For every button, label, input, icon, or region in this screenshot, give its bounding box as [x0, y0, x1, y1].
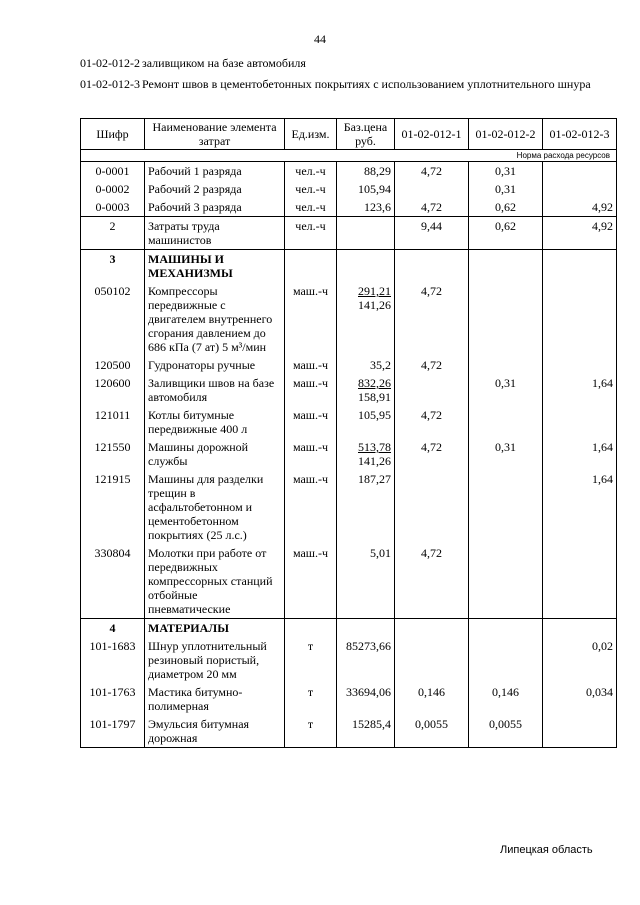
cell-value-2: [469, 250, 543, 283]
column-header: Шифр: [81, 119, 145, 150]
cell-value-3: [543, 250, 617, 283]
cell-value-3: 1,64: [543, 438, 617, 470]
cell-value-2: [469, 282, 543, 356]
cell-value-2: [469, 406, 543, 438]
column-header: 01-02-012-1: [395, 119, 469, 150]
price-main: 187,27: [358, 472, 391, 486]
price-main: 291,21: [358, 284, 391, 298]
cell-value-3: 0,034: [543, 683, 617, 715]
cell-price: [337, 217, 395, 250]
cell-name: МАТЕРИАЛЫ: [145, 619, 285, 638]
cell-value-3: 0,02: [543, 637, 617, 683]
header-code-1: 01-02-012-2: [80, 56, 140, 70]
cell-value-2: 0,62: [469, 217, 543, 250]
cell-code: 2: [81, 217, 145, 250]
cell-price: [337, 282, 395, 356]
price-main: 33694,06: [346, 685, 391, 699]
cell-value-1: [395, 470, 469, 544]
table-row: [81, 544, 617, 619]
cell-name: Рабочий 2 разряда: [145, 180, 285, 198]
cell-code: 0-0001: [81, 162, 145, 181]
cell-price: [337, 715, 395, 748]
cell-code: 330804: [81, 544, 145, 619]
cell-value-3: [543, 544, 617, 619]
cell-price: [337, 374, 395, 406]
norm-label: Норма расхода ресурсов: [81, 150, 617, 162]
cell-value-2: [469, 637, 543, 683]
table-row: [81, 406, 617, 438]
cell-value-2: 0,62: [469, 198, 543, 217]
cell-unit: маш.-ч: [285, 374, 337, 406]
price-main: 5,01: [370, 546, 391, 560]
cell-value-3: [543, 180, 617, 198]
cell-value-2: 0,31: [469, 438, 543, 470]
cell-value-3: [543, 619, 617, 638]
cell-name: Рабочий 1 разряда: [145, 162, 285, 181]
cell-value-1: [395, 180, 469, 198]
cell-price: [337, 544, 395, 619]
table-row: [81, 470, 617, 544]
cell-value-1: [395, 250, 469, 283]
column-header: 01-02-012-2: [469, 119, 543, 150]
cell-value-2: [469, 470, 543, 544]
cell-name: Котлы битумные передвижные 400 л: [145, 406, 285, 438]
cell-code: 050102: [81, 282, 145, 356]
cell-unit: маш.-ч: [285, 544, 337, 619]
column-header: Ед.изм.: [285, 119, 337, 150]
table-row: [81, 162, 617, 181]
cell-value-3: [543, 282, 617, 356]
cell-unit: [285, 250, 337, 283]
cell-price: [337, 180, 395, 198]
price-wage: 141,26: [358, 298, 391, 312]
table-row: [81, 250, 617, 283]
price-main: 15285,4: [352, 717, 391, 731]
table-header-row: [81, 119, 617, 150]
cell-unit: маш.-ч: [285, 356, 337, 374]
cell-value-3: 4,92: [543, 198, 617, 217]
table-row: [81, 217, 617, 250]
cell-value-3: [543, 715, 617, 748]
cell-value-1: 0,0055: [395, 715, 469, 748]
cell-code: 121550: [81, 438, 145, 470]
cell-value-2: 0,31: [469, 374, 543, 406]
cell-unit: маш.-ч: [285, 470, 337, 544]
table-row: [81, 438, 617, 470]
cell-code: 120600: [81, 374, 145, 406]
page-number: 44: [314, 32, 326, 46]
table-row: [81, 637, 617, 683]
cell-value-1: 4,72: [395, 544, 469, 619]
cell-name: Рабочий 3 разряда: [145, 198, 285, 217]
cell-price: [337, 250, 395, 283]
cell-unit: чел.-ч: [285, 162, 337, 181]
cell-code: 0-0002: [81, 180, 145, 198]
table-row: [81, 282, 617, 356]
cell-unit: [285, 619, 337, 638]
cell-code: 121011: [81, 406, 145, 438]
cell-value-1: [395, 619, 469, 638]
price-wage: 158,91: [358, 390, 391, 404]
cell-value-2: 0,31: [469, 180, 543, 198]
cell-value-3: 4,92: [543, 217, 617, 250]
cell-unit: маш.-ч: [285, 406, 337, 438]
cell-code: 4: [81, 619, 145, 638]
cell-code: 0-0003: [81, 198, 145, 217]
table-row: [81, 619, 617, 638]
cell-value-1: 0,146: [395, 683, 469, 715]
cell-value-2: [469, 356, 543, 374]
cell-value-2: [469, 544, 543, 619]
price-main: 105,94: [358, 182, 391, 196]
cell-unit: чел.-ч: [285, 198, 337, 217]
header-text-1: заливщиком на базе автомобиля: [142, 56, 306, 70]
cell-value-3: [543, 406, 617, 438]
cell-name: Молотки при работе от передвижных компрессорных станций отбойные пневматические: [145, 544, 285, 619]
cell-price: [337, 619, 395, 638]
cell-value-1: 4,72: [395, 406, 469, 438]
cell-unit: маш.-ч: [285, 438, 337, 470]
cell-value-3: [543, 162, 617, 181]
header-line-1: [80, 56, 612, 71]
cell-price: [337, 406, 395, 438]
cell-name: МАШИНЫ И МЕХАНИЗМЫ: [145, 250, 285, 283]
cell-value-1: 4,72: [395, 282, 469, 356]
cell-price: [337, 470, 395, 544]
cell-value-2: 0,146: [469, 683, 543, 715]
cell-code: 101-1797: [81, 715, 145, 748]
cell-price: [337, 683, 395, 715]
cell-unit: т: [285, 715, 337, 748]
cell-price: [337, 356, 395, 374]
cell-unit: чел.-ч: [285, 217, 337, 250]
cell-name: Заливщики швов на базе автомобиля: [145, 374, 285, 406]
cell-name: Гудронаторы ручные: [145, 356, 285, 374]
cell-code: 121915: [81, 470, 145, 544]
cell-unit: т: [285, 637, 337, 683]
cell-value-3: [543, 356, 617, 374]
table-row: [81, 715, 617, 748]
column-header: Наименование элемента затрат: [145, 119, 285, 150]
header-code-2: 01-02-012-3: [80, 77, 140, 91]
price-main: 123,6: [364, 200, 391, 214]
cell-value-3: 1,64: [543, 374, 617, 406]
cell-price: [337, 198, 395, 217]
cell-code: 101-1683: [81, 637, 145, 683]
price-main: 513,78: [358, 440, 391, 454]
header-text-2: Ремонт швов в цементобетонных покрытиях с использованием уплотнительного шнура: [142, 77, 591, 91]
cell-code: 120500: [81, 356, 145, 374]
cell-value-1: 4,72: [395, 438, 469, 470]
header-line-2: [80, 77, 612, 92]
cell-code: 3: [81, 250, 145, 283]
cell-price: [337, 162, 395, 181]
price-main: 105,95: [358, 408, 391, 422]
price-main: 85273,66: [346, 639, 391, 653]
norm-row: [81, 150, 617, 162]
price-wage: 141,26: [358, 454, 391, 468]
cell-name: Шнур уплотнительный резиновый пористый, диаметром 20 мм: [145, 637, 285, 683]
cell-price: [337, 438, 395, 470]
table-row: [81, 374, 617, 406]
footer-region: Липецкая область: [500, 844, 593, 856]
table-row: [81, 683, 617, 715]
column-header: 01-02-012-3: [543, 119, 617, 150]
cell-value-1: [395, 374, 469, 406]
cell-code: 101-1763: [81, 683, 145, 715]
resource-table: [80, 118, 617, 748]
table-row: [81, 180, 617, 198]
cell-value-2: [469, 619, 543, 638]
cell-value-1: 4,72: [395, 356, 469, 374]
price-main: 832,26: [358, 376, 391, 390]
cell-unit: т: [285, 683, 337, 715]
cell-name: Машины дорожной службы: [145, 438, 285, 470]
cell-unit: чел.-ч: [285, 180, 337, 198]
cell-price: [337, 637, 395, 683]
cell-name: Компрессоры передвижные с двигателем внутреннего сгорания давлением до 686 кПа (7 ат) 5 м³/мин: [145, 282, 285, 356]
price-main: 35,2: [370, 358, 391, 372]
cell-value-1: 9,44: [395, 217, 469, 250]
cell-name: Эмульсия битумная дорожная: [145, 715, 285, 748]
cell-name: Машины для разделки трещин в асфальтобетонном и цементобетонном покрытиях (25 л.с.): [145, 470, 285, 544]
table-row: [81, 198, 617, 217]
price-main: 88,29: [364, 164, 391, 178]
cell-value-1: 4,72: [395, 198, 469, 217]
cell-name: Мастика битумно-полимерная: [145, 683, 285, 715]
cell-value-1: [395, 637, 469, 683]
column-header: Баз.цена руб.: [337, 119, 395, 150]
cell-value-3: 1,64: [543, 470, 617, 544]
cell-unit: маш.-ч: [285, 282, 337, 356]
table-row: [81, 356, 617, 374]
cell-value-2: 0,0055: [469, 715, 543, 748]
cell-value-1: 4,72: [395, 162, 469, 181]
cell-name: Затраты труда машинистов: [145, 217, 285, 250]
cell-value-2: 0,31: [469, 162, 543, 181]
